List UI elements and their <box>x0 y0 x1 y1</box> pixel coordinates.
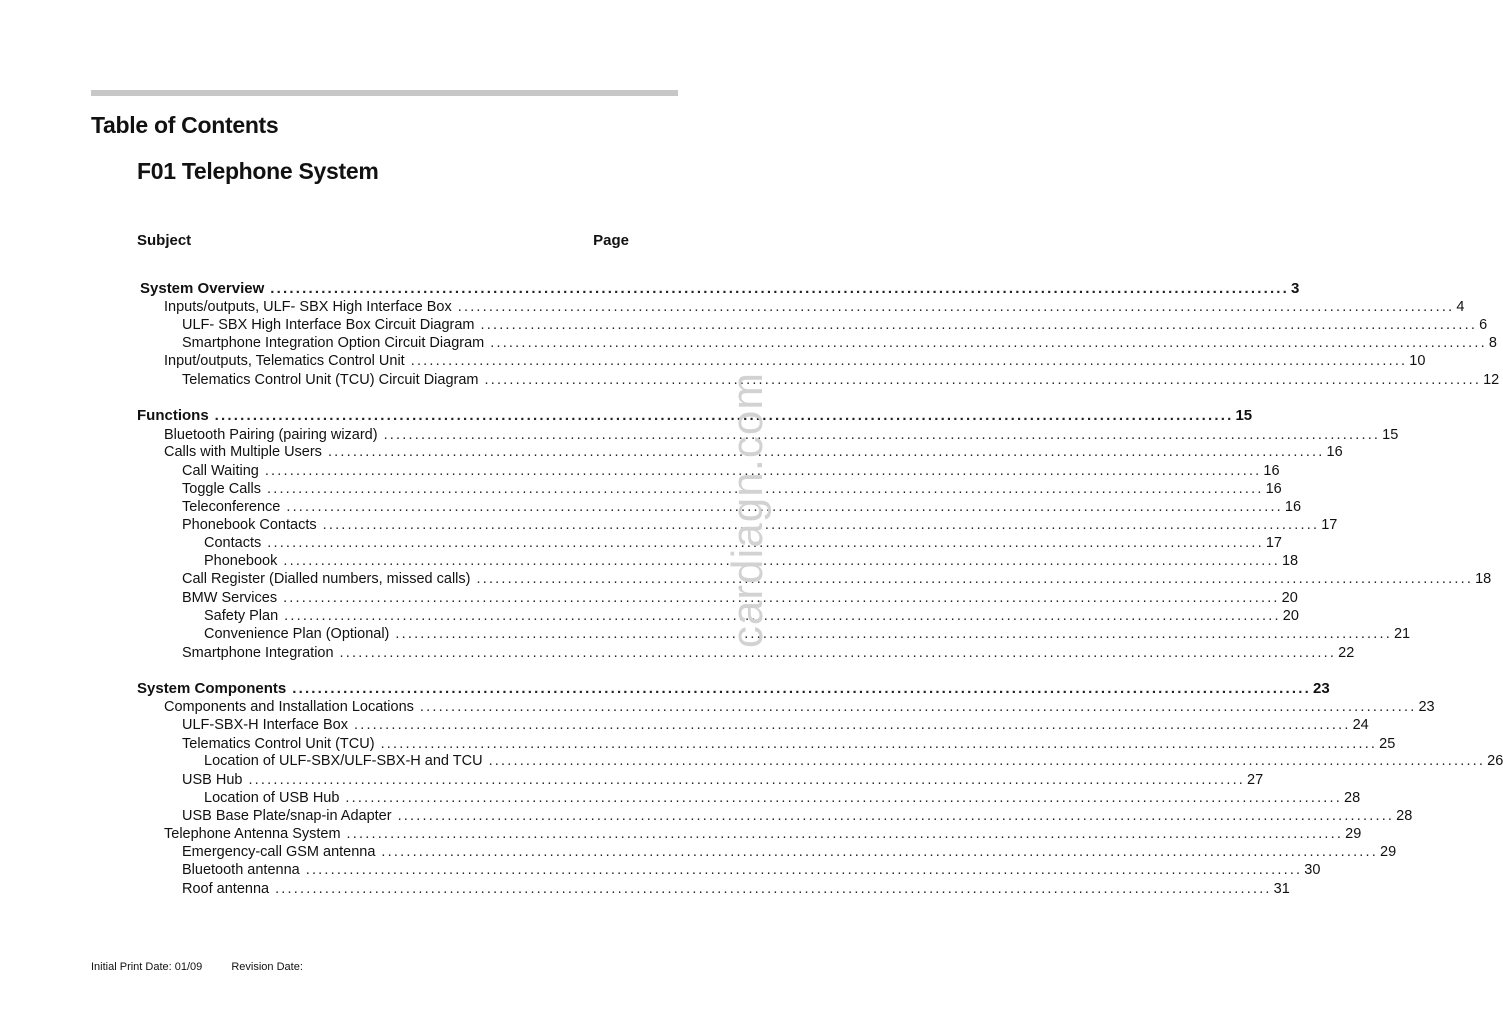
toc-entry[interactable]: Telematics Control Unit (TCU) ................................................................................................................................................................ 25 <box>182 736 1396 752</box>
toc-entry[interactable]: Phonebook ................................................................................................................................................................ 18 <box>204 553 1299 569</box>
toc-entry[interactable]: Location of USB Hub ................................................................................................................................................................ 28 <box>204 790 1361 806</box>
dot-leader: ................................................................................................................................................................ <box>283 553 1280 569</box>
dot-leader: ................................................................................................................................................................ <box>346 826 1344 842</box>
dot-leader: ................................................................................................................................................................ <box>480 317 1478 333</box>
dot-leader: ................................................................................................................................................................ <box>419 699 1417 715</box>
subject-column-header: Subject <box>137 232 192 249</box>
dot-leader: ................................................................................................................................................................ <box>267 535 1264 551</box>
watermark: cardiagn.com <box>723 371 772 649</box>
toc-entry[interactable]: Roof antenna ................................................................................................................................................................ 31 <box>182 881 1290 897</box>
dot-leader: ................................................................................................................................................................ <box>354 717 1351 733</box>
dot-leader: ................................................................................................................................................................ <box>327 444 1325 460</box>
dot-leader: ................................................................................................................................................................ <box>264 463 1262 479</box>
revision-date: Revision Date: <box>231 961 303 973</box>
toc-entry[interactable]: Smartphone Integration ................................................................................................................................................................ 22 <box>182 645 1355 661</box>
toc-entry[interactable]: Teleconference ................................................................................................................................................................ 16 <box>182 499 1302 515</box>
toc-entry[interactable]: Smartphone Integration Option Circuit Diagram ................................................................................................................................................................ 8 <box>182 335 1497 351</box>
toc-entry[interactable]: System Overview ................................................................................................................................................................ 3 <box>140 280 1300 297</box>
dot-leader: ................................................................................................................................................................ <box>484 372 1482 388</box>
toc-entry[interactable]: Inputs/outputs, ULF- SBX High Interface Box ................................................................................................................................................................ 4 <box>164 299 1465 315</box>
toc-entry[interactable]: ULF-SBX-H Interface Box ................................................................................................................................................................ 24 <box>182 717 1369 733</box>
toc-entry[interactable]: Call Register (Dialled numbers, missed calls) ................................................................................................................................................................ 18 <box>182 571 1492 587</box>
dot-leader: ................................................................................................................................................................ <box>395 626 1392 642</box>
toc-entry[interactable]: Bluetooth Pairing (pairing wizard) ................................................................................................................................................................ 15 <box>164 427 1399 443</box>
dot-leader: ................................................................................................................................................................ <box>476 571 1474 587</box>
page-footer <box>91 961 329 973</box>
dot-leader: ................................................................................................................................................................ <box>380 736 1378 752</box>
dot-leader: ................................................................................................................................................................ <box>275 881 1272 897</box>
toc-entry[interactable]: Telephone Antenna System ................................................................................................................................................................ 29 <box>164 826 1362 842</box>
dot-leader: ................................................................................................................................................................ <box>267 481 1264 497</box>
toc-entry[interactable]: Bluetooth antenna ................................................................................................................................................................ 30 <box>182 862 1321 878</box>
toc-entry[interactable]: USB Base Plate/snap-in Adapter ................................................................................................................................................................ 28 <box>182 808 1413 824</box>
toc-entry[interactable]: Functions ................................................................................................................................................................ 15 <box>137 407 1253 424</box>
dot-leader: ................................................................................................................................................................ <box>397 808 1395 824</box>
dot-leader: ................................................................................................................................................................ <box>410 353 1408 369</box>
dot-leader: ................................................................................................................................................................ <box>322 517 1320 533</box>
toc-entry[interactable]: Contacts ................................................................................................................................................................ 17 <box>204 535 1282 551</box>
document-title: F01 Telephone System <box>137 158 379 184</box>
dot-leader: ................................................................................................................................................................ <box>270 280 1290 297</box>
dot-leader: ................................................................................................................................................................ <box>284 608 1281 624</box>
initial-print-date: Initial Print Date: 01/09 <box>91 961 203 973</box>
dot-leader: ................................................................................................................................................................ <box>457 299 1455 315</box>
toc-entry[interactable]: Phonebook Contacts ................................................................................................................................................................ 17 <box>182 517 1338 533</box>
dot-leader: ................................................................................................................................................................ <box>286 499 1283 515</box>
dot-leader: ................................................................................................................................................................ <box>488 753 1486 769</box>
toc-entry[interactable]: System Components ................................................................................................................................................................ 23 <box>137 680 1330 697</box>
toc-entry[interactable]: USB Hub ................................................................................................................................................................ 27 <box>182 772 1264 788</box>
toc-entry[interactable]: Call Waiting ................................................................................................................................................................ 16 <box>182 463 1280 479</box>
dot-leader: ................................................................................................................................................................ <box>248 772 1246 788</box>
toc-entry[interactable]: Calls with Multiple Users ................................................................................................................................................................ 16 <box>164 444 1343 460</box>
toc-entry[interactable]: ULF- SBX High Interface Box Circuit Diagram ................................................................................................................................................................ 6 <box>182 317 1488 333</box>
dot-leader: ................................................................................................................................................................ <box>305 862 1303 878</box>
dot-leader: ................................................................................................................................................................ <box>383 427 1381 443</box>
dot-leader: ................................................................................................................................................................ <box>339 645 1337 661</box>
dot-leader: ................................................................................................................................................................ <box>381 844 1378 860</box>
toc-heading: Table of Contents <box>91 112 279 138</box>
toc-entry[interactable]: Toggle Calls ................................................................................................................................................................ 16 <box>182 481 1282 497</box>
toc-entry[interactable]: Convenience Plan (Optional) ................................................................................................................................................................ 21 <box>204 626 1411 642</box>
page-column-header: Page <box>593 232 629 249</box>
dot-leader: ................................................................................................................................................................ <box>283 590 1280 606</box>
toc-entry[interactable]: Telematics Control Unit (TCU) Circuit Diagram ................................................................................................................................................................ 12 <box>182 372 1500 388</box>
toc-entry[interactable]: BMW Services ................................................................................................................................................................ 20 <box>182 590 1298 606</box>
toc-entry[interactable]: Location of ULF-SBX/ULF-SBX-H and TCU ................................................................................................................................................................ 26 <box>204 753 1503 769</box>
dot-leader: ................................................................................................................................................................ <box>292 680 1311 697</box>
toc-entry[interactable]: Components and Installation Locations ................................................................................................................................................................ 23 <box>164 699 1435 715</box>
toc-entry[interactable]: Input/outputs, Telematics Control Unit ................................................................................................................................................................ 10 <box>164 353 1426 369</box>
toc-entry[interactable]: Emergency-call GSM antenna ................................................................................................................................................................ 29 <box>182 844 1397 860</box>
toc-entry[interactable]: Safety Plan ................................................................................................................................................................ 20 <box>204 608 1299 624</box>
dot-leader: ................................................................................................................................................................ <box>214 407 1234 424</box>
dot-leader: ................................................................................................................................................................ <box>490 335 1487 351</box>
dot-leader: ................................................................................................................................................................ <box>345 790 1342 806</box>
